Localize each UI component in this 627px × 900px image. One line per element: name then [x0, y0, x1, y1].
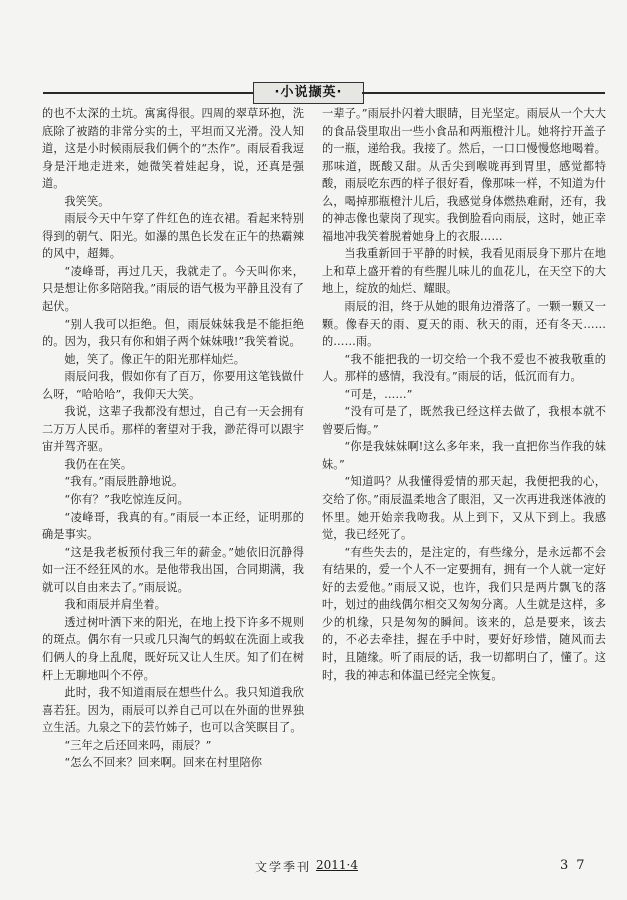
issue-number: 2011·4: [316, 858, 358, 872]
section-title: ·小说撷英·: [253, 82, 364, 104]
paragraph: “凌峰哥，我真的有。”雨辰一本正经，证明那的确是事实。: [42, 510, 304, 542]
paragraph: “有些失去的，是注定的，有些缘分，是永远都不会有结果的，爱一个人不一定要拥有，拥有一个人就一定好好的去爱他。”雨辰又说，也许，我们只是两片飘飞的落叶，划过的曲线偶尔相交又匆匆分离。人生就是这样，多少的机缘，只是匆匆的瞬间。该来的，总是要来，该去的，不必去牵挂，握在手中时，要好好珍惜，随风而去时，且随缘。听了雨辰的话，我一切都明白了，懂了。这时，我的神志和体温已经完全恢复。: [322, 545, 606, 682]
paragraph: 我和雨辰并肩坐着。: [64, 598, 166, 612]
paragraph: “凌峰哥，再过几天，我就走了。今天叫你来，只是想让你多陪陪我。”雨辰的语气极为平静且没有了起伏。: [42, 264, 304, 314]
section-header: [0, 82, 627, 104]
paragraph: “你有？”我吃惊连反问。: [64, 493, 189, 507]
paragraph: “我有。”雨辰胜静地说。: [64, 475, 184, 489]
left-text-column: [42, 105, 304, 772]
paragraph: 此时，我不知道雨辰在想些什么。我只知道我欣喜若狂。因为，雨辰可以养自己可以在外面的世界独立生活。九泉之下的芸竹姊子，也可以含笑瞑目了。: [42, 686, 304, 735]
paragraph: “你是我妹妹啊!这么多年来，我一直把你当作我的妹妹。”: [322, 440, 606, 471]
paragraph: “知道吗？从我懂得爱情的那天起，我便把我的心，交给了你。”雨辰温柔地含了眼泪，又一次再进我迷体液的怀里。她开始亲我吻我。从上到下，又从下到上。我感觉，我已经死了。: [322, 475, 606, 542]
paragraph: “我不能把我的一切交给一个我不爱也不被我敬重的人。那样的感情，我没有。”雨辰的话，低沉而有力。: [322, 352, 606, 384]
paragraph: “没有可是了，既然我已经这样去做了，我根本就不曾要后悔。”: [322, 405, 606, 436]
paragraph: 的也不太深的土坑。寓寓得很。四周的翠草环抱，洗底除了被踏的非常分实的土，平坦而又光滑。没人知道，这是小时候雨辰我们俩个的“杰作”。雨辰看我逗身是汗地走进来，她微笑着娃起身，说，还真是强道。: [42, 107, 304, 191]
paragraph: 我仍在在笑。: [64, 457, 133, 471]
paragraph: “别人我可以拒绝。但，雨辰妹妹我是不能拒绝的。因为，我只有你和娟子两个妹妹哦!”我笑着说。: [42, 317, 304, 349]
paragraph: 雨辰的泪，终于从她的眼角边滑落了。一颗一颗又一颗。像春天的雨、夏天的雨、秋天的雨，还有冬天……的……雨。: [322, 300, 606, 349]
magazine-name: 文学季刊: [255, 860, 312, 874]
paragraph: 透过树叶洒下来的阳光，在地上投下许多不规则的斑点。偶尔有一只或几只淘气的蚂蚁在洗面上或我们俩人的身上乱爬，既好玩又让人生厌。知了们在树杆上无聊地叫个不停。: [42, 615, 304, 682]
paragraph: 我笑笑。: [64, 194, 110, 208]
paragraph: 她，笑了。像正午的阳光那样灿烂。: [64, 352, 245, 366]
paragraph: 当我重新回于平静的时候，我看见雨辰身下那片在地上和草上盛开着的有些腥儿味儿的血花儿，在天空下的大地上，绽放的灿烂、耀眼。: [322, 247, 606, 296]
paragraph: 雨辰问我，假如你有了百万，你要用这笔钱做什么呀，“哈哈哈”，我仰天大笑。: [42, 370, 304, 401]
paragraph: 雨辰今天中午穿了件红色的连衣裙。看起来特别得到的朝气、阳光。如瀑的黑色长发在正午的热霸辣的风中，超舞。: [42, 212, 304, 261]
paragraph: “怎么不回来？回来啊。回来在村里陪你: [64, 756, 263, 770]
page-number: 37: [560, 858, 593, 873]
page-footer: [0, 858, 627, 878]
paragraph: “三年之后还回来吗，雨辰？”: [64, 738, 212, 752]
paragraph: 我说，这辈子我都没有想过，自己有一天会拥有二万万人民币。那样的奢望对于我，渺茫得可以跟宇宙并驾齐驱。: [42, 405, 304, 454]
header-rule-left: [43, 92, 253, 94]
paragraph: “这是我老板预付我三年的薪金。”她依旧沉静得如一汪不经狂风的水。是他带我出国，合同期满，我就可以自由来去了。”雨辰说。: [42, 545, 304, 594]
paragraph: “可是，……”: [344, 387, 413, 401]
right-text-column: [322, 105, 606, 684]
header-rule-right: [362, 92, 605, 94]
paragraph: 一辈子。”雨辰扑闪着大眼睛，目光坚定。雨辰从一个大大的食品袋里取出一些小食品和两瓶橙汁儿。她将拧开盖子的一瓶，递给我。我接了。然后，一口口慢慢悠地喝着。那味道，既酸又甜。从舌尖到喉咙再到胃里，感觉都特酸，雨辰吃东西的样子很好看，像那味一样，不知道为什么，喝掉那瓶橙汁儿后，我感觉身体燃热难耐，还有，我的神志像也蒙岗了现实。我倒脸看向雨辰，这时，她正幸福地冲我笑着脱着她身上的衣服……: [322, 107, 606, 243]
